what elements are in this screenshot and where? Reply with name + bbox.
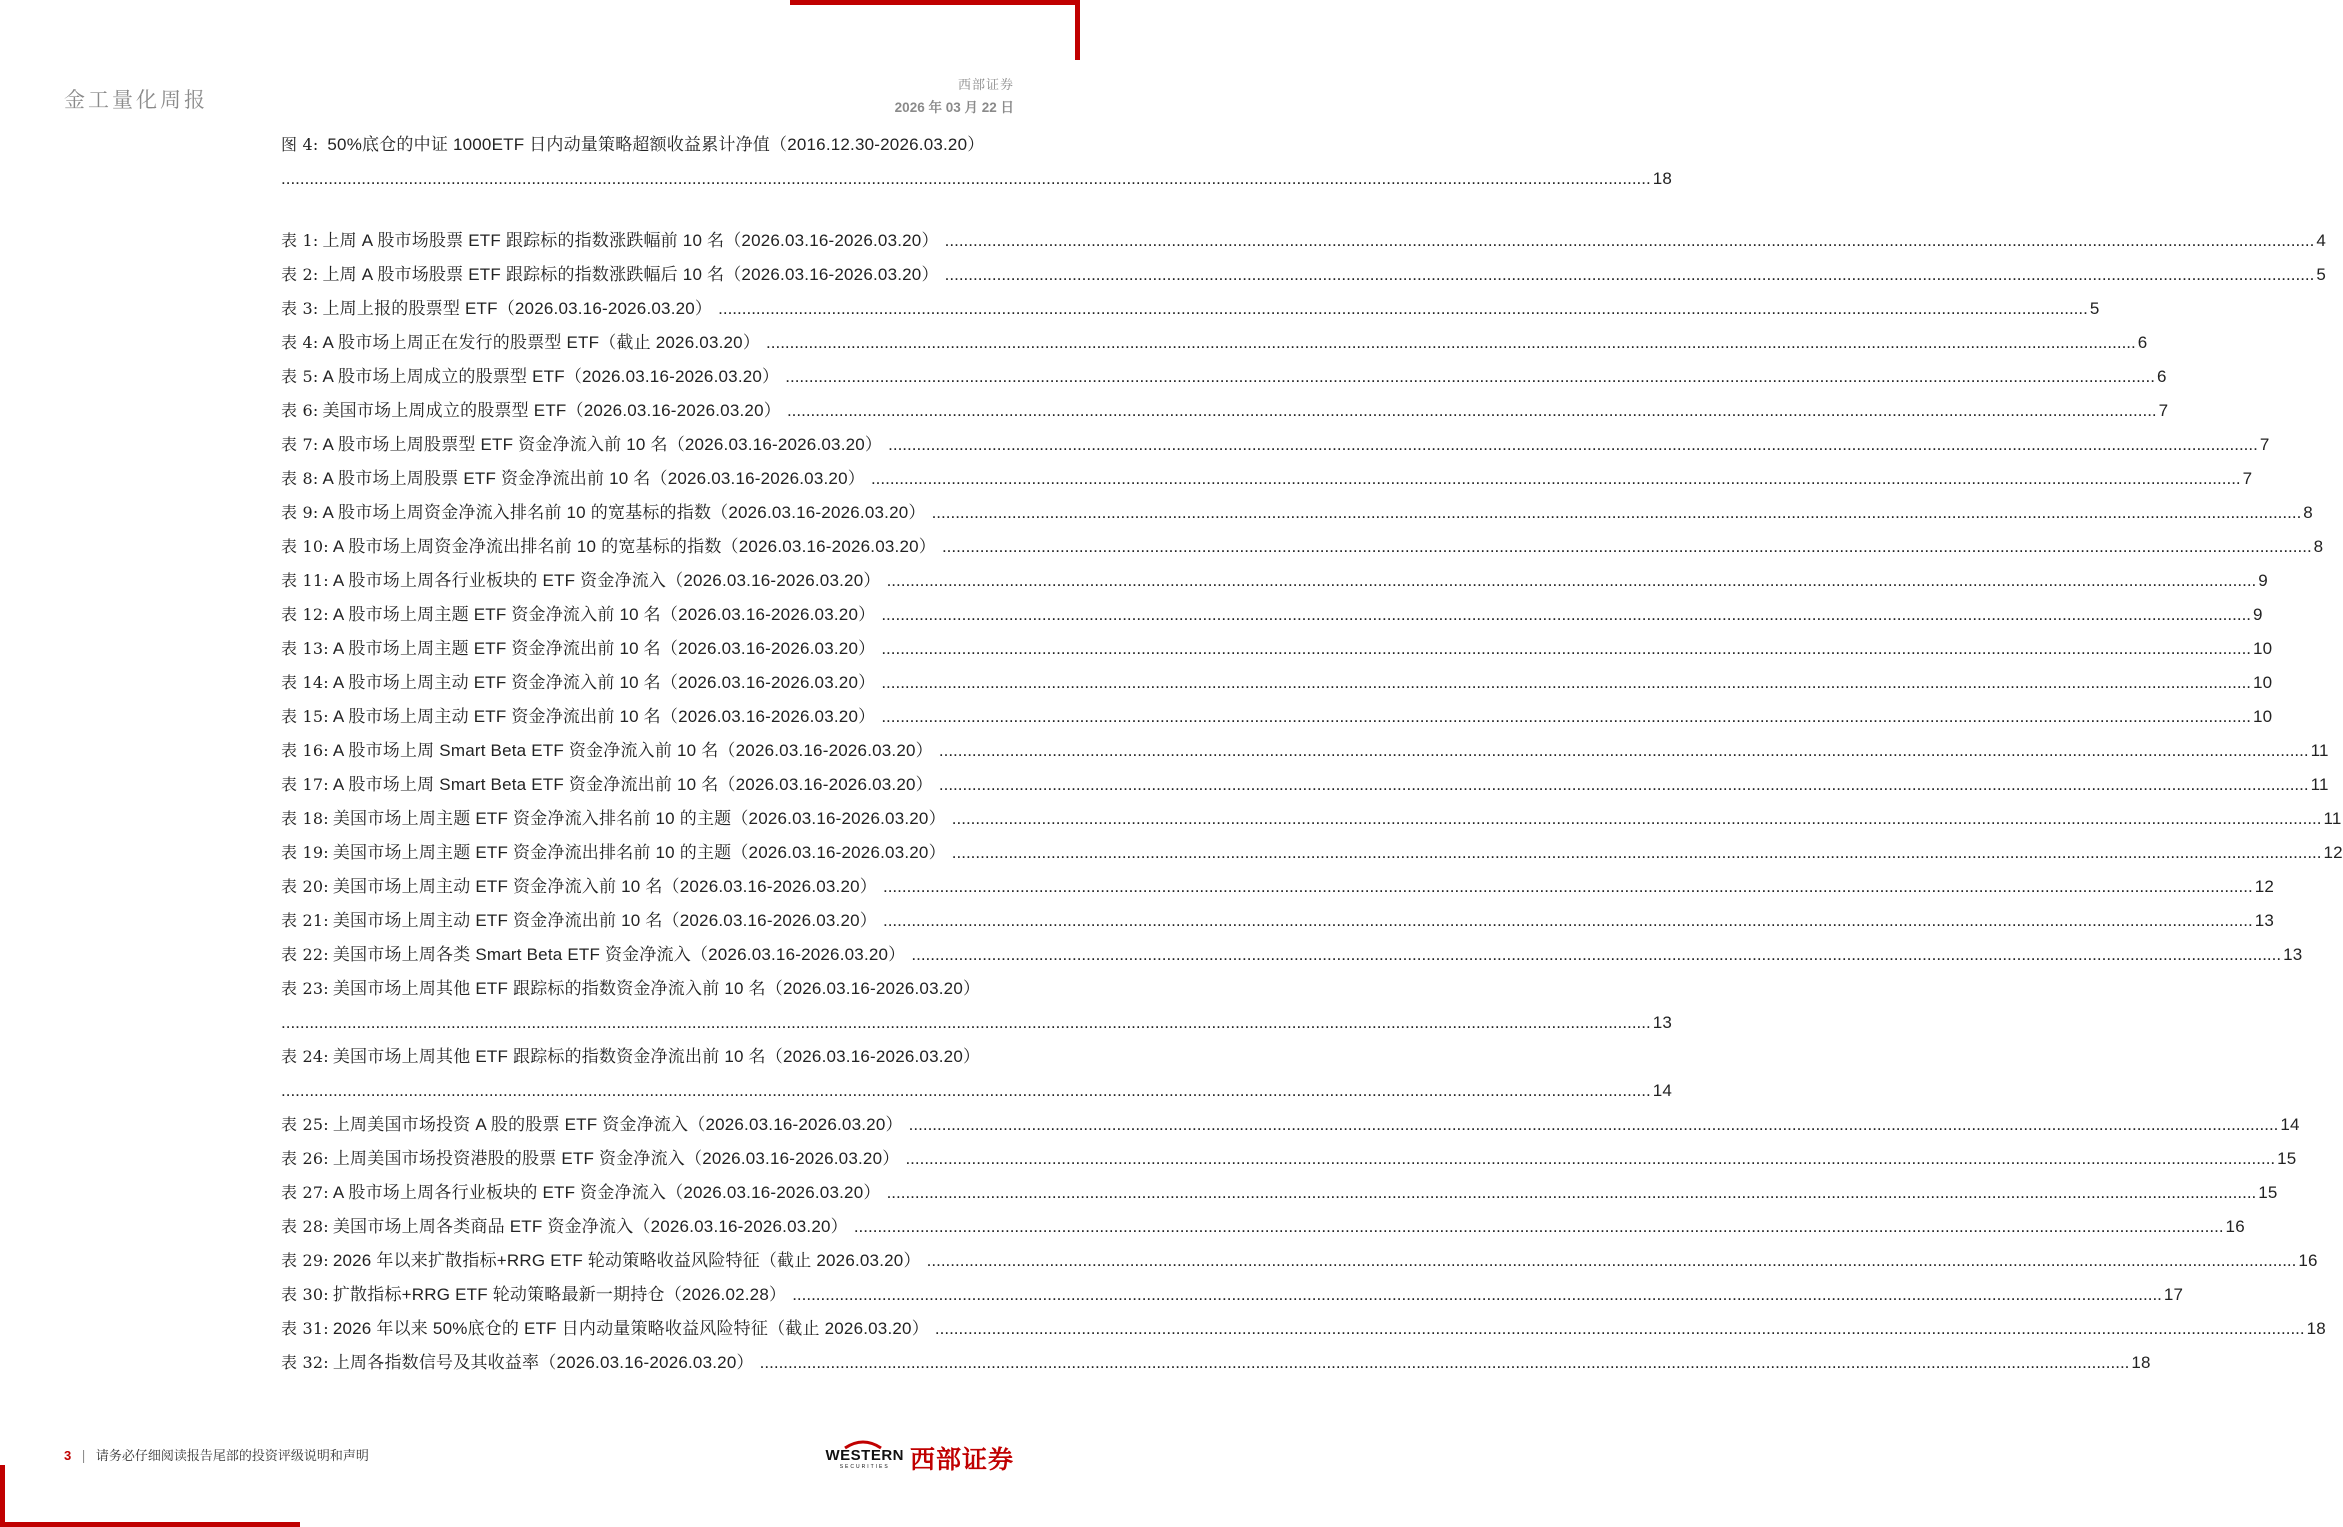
toc-entry-label: 表 23:: [281, 979, 329, 998]
toc-entry-text: A 股市场上周各行业板块的 ETF 资金净流入（2026.03.16-2026.03.20）: [332, 571, 881, 590]
toc-entry-label: 表 21:: [281, 911, 329, 930]
toc-entry-table[interactable]: [281, 326, 2148, 360]
toc-leader-dots: [909, 1108, 2279, 1142]
toc-entry-label: 表 3:: [281, 299, 319, 318]
toc-entry-text: 2026 年以来 50%底仓的 ETF 日内动量策略收益风险特征（截止 2026.03.20）: [332, 1319, 929, 1338]
toc-entry-page: 18: [2306, 1319, 2326, 1338]
toc-entry-table[interactable]: [281, 666, 2273, 700]
toc-entry-label: 表 27:: [281, 1183, 329, 1202]
toc-entry-text: 上周上报的股票型 ETF（2026.03.16-2026.03.20）: [322, 299, 713, 318]
toc-entry-label: 表 15:: [281, 707, 329, 726]
toc-entry-label: 表 8:: [281, 469, 319, 488]
toc-entry-table[interactable]: [281, 360, 2167, 394]
toc-entry-page: 6: [2137, 333, 2148, 352]
toc-entry-text: 美国市场上周各类 Smart Beta ETF 资金净流入（2026.03.16-2026.03.20）: [332, 945, 906, 964]
toc-entry-label: 表 4:: [281, 333, 319, 352]
toc-entry-page: 4: [2316, 231, 2327, 250]
toc-entry-table[interactable]: [281, 1312, 2326, 1346]
toc-entry-page: 12: [2254, 877, 2275, 896]
toc-entry-text: A 股市场上周主动 ETF 资金净流入前 10 名（2026.03.16-2026.03.20）: [332, 673, 876, 692]
toc-entry-page: 16: [2225, 1217, 2245, 1236]
toc-entry-text: A 股市场上周 Smart Beta ETF 资金净流出前 10 名（2026.03.16-2026.03.20）: [332, 775, 933, 794]
toc-entry-page: 11: [2310, 775, 2329, 794]
logo-english-sub: SECURITIES: [839, 1463, 890, 1470]
toc-leader-dots: [911, 938, 2281, 972]
toc-entry-table[interactable]: [281, 1346, 2151, 1380]
bottom-left-corner-frame: [0, 1465, 300, 1527]
company-logo: [825, 1440, 1014, 1476]
toc-entry-text: 美国市场上周主动 ETF 资金净流出前 10 名（2026.03.16-2026.03.20）: [332, 911, 877, 930]
toc-entry-page: 10: [2253, 673, 2273, 692]
toc-entry-table[interactable]: [281, 1108, 2300, 1142]
toc-entry-table[interactable]: [281, 564, 2268, 598]
toc-leader-dots: [952, 802, 2322, 836]
toc-entry-label: 表 28:: [281, 1217, 329, 1236]
toc-leader-dots: [881, 632, 2251, 666]
toc-entry-label: 表 12:: [281, 605, 329, 624]
toc-entry-page: 13: [1652, 1013, 1673, 1032]
toc-entry-figure[interactable]: [281, 128, 1673, 196]
toc-entry-label: 表 7:: [281, 435, 319, 454]
toc-entry-table[interactable]: [281, 700, 2273, 734]
toc-entry-table[interactable]: [281, 1040, 1673, 1108]
toc-entry-text: A 股市场上周资金净流出排名前 10 的宽基标的指数（2026.03.16-2026.03.20）: [332, 537, 936, 556]
toc-entry-label: 表 31:: [281, 1319, 329, 1338]
toc-leader-dots: [932, 496, 2302, 530]
toc-entry-text: 美国市场上周其他 ETF 跟踪标的指数资金净流入前 10 名（2026.03.16-2026.03.20）: [332, 979, 981, 998]
toc-entry-label: 表 18:: [281, 809, 329, 828]
toc-entry-page: 14: [2280, 1115, 2300, 1134]
toc-entry-label: 表 32:: [281, 1353, 329, 1372]
toc-entry-table[interactable]: [281, 530, 2324, 564]
toc-entry-label: 表 13:: [281, 639, 329, 658]
toc-entry-page: 10: [2253, 639, 2273, 658]
toc-entry-page: 5: [2089, 299, 2100, 318]
toc-entry-page: 18: [1652, 169, 1673, 188]
toc-entry-text: A 股市场上周资金净流入排名前 10 的宽基标的指数（2026.03.16-2026.03.20）: [322, 503, 926, 522]
footer-page-number: 3: [64, 1448, 72, 1463]
toc-entry-table[interactable]: [281, 462, 2253, 496]
toc-entry-page: 6: [2156, 367, 2167, 386]
toc-leader-dots: [881, 666, 2251, 700]
toc-entry-page: 10: [2253, 707, 2273, 726]
toc-entry-text: A 股市场上周主题 ETF 资金净流出前 10 名（2026.03.16-2026.03.20）: [332, 639, 876, 658]
toc-entry-page: 11: [2323, 809, 2342, 828]
toc-entry-text: 上周各指数信号及其收益率（2026.03.16-2026.03.20）: [332, 1353, 754, 1372]
toc-entry-table[interactable]: [281, 870, 2275, 904]
toc-leader-dots: [718, 292, 2088, 326]
toc-entry-page: 8: [2313, 537, 2324, 556]
toc-leader-dots: [787, 394, 2157, 428]
toc-entry-page: 14: [1652, 1081, 1673, 1100]
footer: [64, 1445, 369, 1464]
toc-entry-page: 15: [2277, 1149, 2297, 1168]
toc-entry-text: 美国市场上周主题 ETF 资金净流入排名前 10 的主题（2026.03.16-2026.03.20）: [332, 809, 946, 828]
toc-leader-dots: [854, 1210, 2224, 1244]
toc-entry-label: 表 20:: [281, 877, 329, 896]
toc-entry-text: A 股市场上周股票型 ETF 资金净流入前 10 名（2026.03.16-2026.03.20）: [322, 435, 883, 454]
toc-entry-text: 美国市场上周成立的股票型 ETF（2026.03.16-2026.03.20）: [322, 401, 781, 420]
toc-entry-text: 上周美国市场投资港股的股票 ETF 资金净流入（2026.03.16-2026.03.20）: [332, 1149, 900, 1168]
toc-leader-dots: [766, 326, 2136, 360]
toc-entry-label: 表 29:: [281, 1251, 329, 1270]
toc-leader-dots: [281, 1006, 1651, 1040]
toc-leader-dots: [871, 462, 2241, 496]
toc-entry-label: 表 30:: [281, 1285, 329, 1304]
toc-entry-text: A 股市场上周主题 ETF 资金净流入前 10 名（2026.03.16-2026.03.20）: [332, 605, 876, 624]
toc-entry-page: 15: [2258, 1183, 2278, 1202]
toc-leader-dots: [887, 564, 2257, 598]
toc-entry-text: 扩散指标+RRG ETF 轮动策略最新一期持仓（2026.02.28）: [332, 1285, 787, 1304]
toc-entry-text: A 股市场上周股票 ETF 资金净流出前 10 名（2026.03.16-2026.03.20）: [322, 469, 865, 488]
toc-entry-table[interactable]: [281, 1210, 2245, 1244]
toc-leader-dots: [942, 530, 2312, 564]
toc-entry-text: A 股市场上周正在发行的股票型 ETF（截止 2026.03.20）: [322, 333, 761, 352]
toc-entry-table[interactable]: [281, 394, 2169, 428]
toc-entry-table[interactable]: [281, 1278, 2184, 1312]
report-title: 金工量化周报: [64, 88, 208, 112]
footer-disclaimer: 请务必仔细阅读报告尾部的投资评级说明和声明: [95, 1449, 369, 1464]
toc-entry-text: A 股市场上周 Smart Beta ETF 资金净流入前 10 名（2026.03.16-2026.03.20）: [332, 741, 933, 760]
toc-entry-page: 7: [2259, 435, 2270, 454]
toc-leader-dots: [939, 768, 2309, 802]
toc-leader-dots: [939, 734, 2309, 768]
toc-entry-table[interactable]: [281, 1244, 2318, 1278]
toc-entry-label: 表 5:: [281, 367, 319, 386]
toc-entry-label: 表 26:: [281, 1149, 329, 1168]
toc-entry-text: A 股市场上周成立的股票型 ETF（2026.03.16-2026.03.20）: [322, 367, 780, 386]
toc-entry-table[interactable]: [281, 224, 2327, 258]
toc-entry-page: 5: [2316, 265, 2327, 284]
toc-entry-label: 表 16:: [281, 741, 329, 760]
toc-entry-page: 12: [2323, 843, 2343, 862]
toc-entry-page: 7: [2242, 469, 2253, 488]
toc-leader-dots: [281, 162, 1651, 196]
toc-entry-label: 表 19:: [281, 843, 329, 862]
toc-entry-text: 上周 A 股市场股票 ETF 跟踪标的指数涨跌幅后 10 名（2026.03.16-2026.03.20）: [322, 265, 939, 284]
toc-leader-dots: [881, 700, 2251, 734]
toc-entry-table[interactable]: [281, 802, 2342, 836]
toc-entry-text: 美国市场上周各类商品 ETF 资金净流入（2026.03.16-2026.03.20）: [332, 1217, 848, 1236]
toc-leader-dots: [945, 258, 2315, 292]
toc-entry-label: 表 25:: [281, 1115, 329, 1134]
header-meta: [895, 74, 1014, 116]
toc-entry-page: 17: [2163, 1285, 2184, 1304]
toc-entry-page: 16: [2298, 1251, 2318, 1270]
footer-separator: |: [81, 1449, 86, 1464]
toc-entry-page: 18: [2131, 1353, 2151, 1372]
toc-entry-text: 美国市场上周其他 ETF 跟踪标的指数资金净流出前 10 名（2026.03.16-2026.03.20）: [332, 1047, 981, 1066]
toc-entry-table[interactable]: [281, 258, 2327, 292]
toc-entry-text: 50%底仓的中证 1000ETF 日内动量策略超额收益累计净值（2016.12.30-2026.03.20）: [327, 135, 985, 154]
toc-leader-dots: [883, 870, 2253, 904]
logo-english-word: WESTERN: [825, 1447, 904, 1464]
logo-chinese: 西部证券: [909, 1445, 1014, 1474]
toc-leader-dots: [927, 1244, 2297, 1278]
toc-entry-table[interactable]: [281, 938, 2303, 972]
toc-leader-dots: [905, 1142, 2275, 1176]
toc-leader-dots: [883, 904, 2253, 938]
toc-entry-table[interactable]: [281, 428, 2270, 462]
toc-entry-label: 表 14:: [281, 673, 329, 692]
toc-entry-text: 上周 A 股市场股票 ETF 跟踪标的指数涨跌幅前 10 名（2026.03.16-2026.03.20）: [322, 231, 939, 250]
toc-entry-text: 上周美国市场投资 A 股的股票 ETF 资金净流入（2026.03.16-2026.03.20）: [332, 1115, 903, 1134]
toc-entry-label: 表 6:: [281, 401, 319, 420]
table-of-contents: [281, 128, 2343, 1380]
toc-entry-table[interactable]: [281, 904, 2275, 938]
toc-entry-label: 图 4:: [281, 135, 319, 154]
toc-entry-label: 表 1:: [281, 231, 319, 250]
toc-leader-dots: [281, 1074, 1651, 1108]
header-date: 2026 年 03 月 22 日: [894, 100, 1014, 115]
toc-entry-page: 9: [2258, 571, 2268, 590]
toc-entry-label: 表 24:: [281, 1047, 329, 1066]
toc-leader-dots: [935, 1312, 2305, 1346]
toc-leader-dots: [785, 360, 2155, 394]
toc-entry-label: 表 9:: [281, 503, 319, 522]
toc-table-list: [281, 224, 2343, 1380]
toc-entry-page: 13: [2254, 911, 2275, 930]
toc-entry-label: 表 22:: [281, 945, 329, 964]
toc-entry-table[interactable]: [281, 598, 2263, 632]
toc-leader-dots: [945, 224, 2315, 258]
toc-entry-table[interactable]: [281, 496, 2313, 530]
toc-leader-dots: [888, 428, 2258, 462]
toc-entry-label: 表 17:: [281, 775, 329, 794]
logo-english: [825, 1447, 904, 1470]
toc-entry-page: 7: [2158, 401, 2169, 420]
toc-entry-text: A 股市场上周各行业板块的 ETF 资金净流入（2026.03.16-2026.03.20）: [332, 1183, 881, 1202]
toc-entry-page: 8: [2303, 503, 2313, 522]
toc-leader-dots: [887, 1176, 2257, 1210]
toc-leader-dots: [952, 836, 2322, 870]
toc-entry-table[interactable]: [281, 734, 2329, 768]
logo-arc-icon: [843, 1439, 883, 1449]
toc-entry-page: 9: [2253, 605, 2263, 624]
toc-entry-page: 13: [2283, 945, 2303, 964]
toc-entry-label: 表 2:: [281, 265, 319, 284]
toc-entry-table[interactable]: [281, 836, 2343, 870]
toc-entry-label: 表 11:: [281, 571, 329, 590]
toc-entry-text: 美国市场上周主动 ETF 资金净流入前 10 名（2026.03.16-2026.03.20）: [332, 877, 877, 896]
toc-entry-table[interactable]: [281, 292, 2100, 326]
toc-entry-table[interactable]: [281, 1176, 2278, 1210]
toc-entry-label: 表 10:: [281, 537, 329, 556]
toc-entry-table[interactable]: [281, 632, 2273, 666]
toc-leader-dots: [881, 598, 2251, 632]
top-right-corner-frame: [790, 0, 1080, 60]
toc-entry-text: 美国市场上周主题 ETF 资金净流出排名前 10 的主题（2026.03.16-2026.03.20）: [332, 843, 946, 862]
toc-entry-table[interactable]: [281, 972, 1673, 1040]
toc-leader-dots: [760, 1346, 2130, 1380]
toc-leader-dots: [792, 1278, 2162, 1312]
toc-entry-table[interactable]: [281, 768, 2329, 802]
header-company: 西部证券: [957, 78, 1014, 93]
toc-entry-page: 11: [2310, 741, 2329, 760]
toc-entry-text: A 股市场上周主动 ETF 资金净流出前 10 名（2026.03.16-2026.03.20）: [332, 707, 876, 726]
toc-entry-table[interactable]: [281, 1142, 2297, 1176]
toc-section-gap: [281, 196, 1018, 224]
toc-entry-text: 2026 年以来扩散指标+RRG ETF 轮动策略收益风险特征（截止 2026.03.20）: [332, 1251, 921, 1270]
